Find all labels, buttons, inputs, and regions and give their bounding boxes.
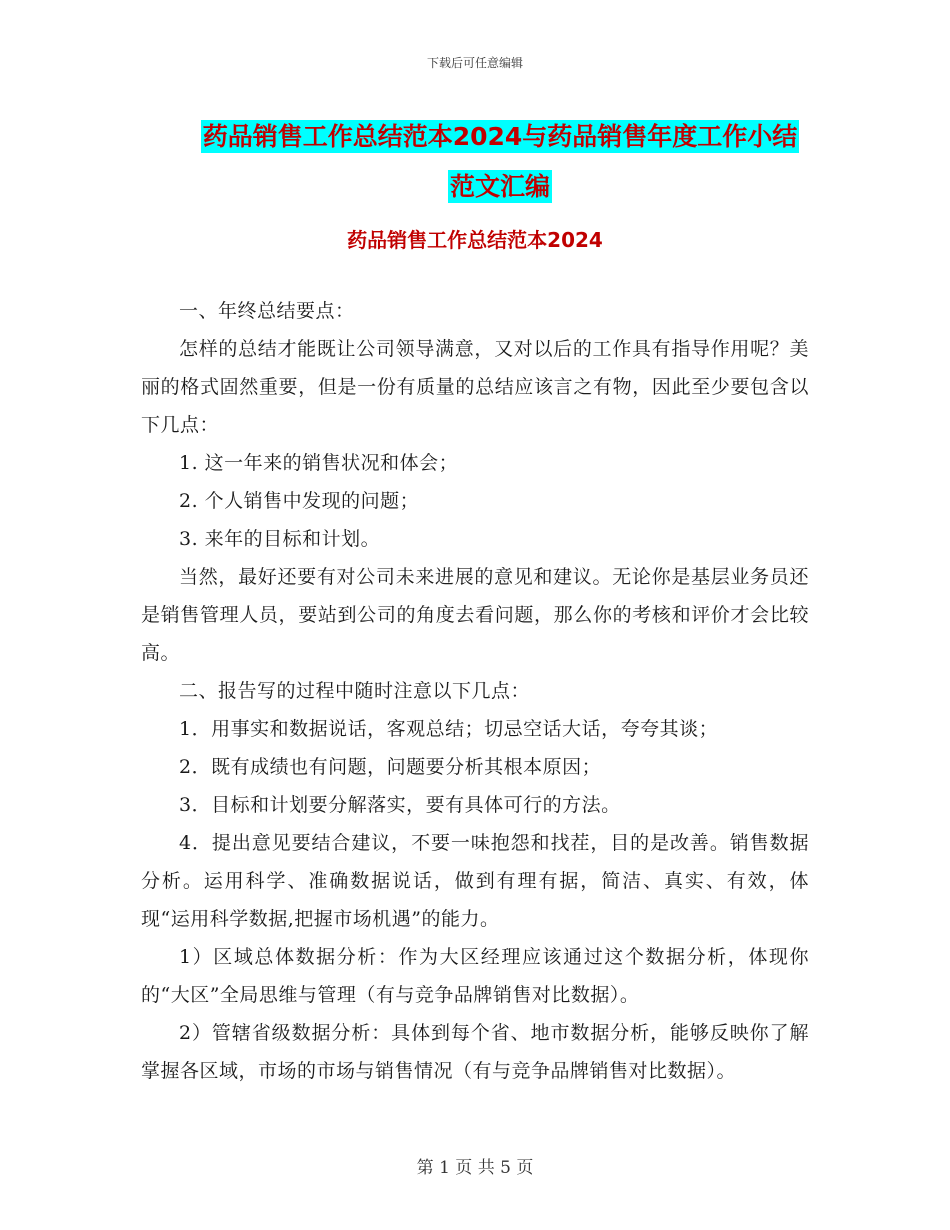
page-header: 下载后可任意编辑 — [426, 56, 523, 70]
page-footer: 第 1 页 共 5 页 — [416, 1158, 534, 1178]
paragraph: 3．目标和计划要分解落实，要有具体可行的方法。 — [179, 794, 621, 816]
paragraph: 怎样的总结才能既让公司领导满意，又对以后的工作具有指导作用呢？美丽的格式固然重要，但是一份有质量的总结应该言之有物，因此至少要包含以下几点： — [141, 338, 809, 436]
paragraph: 当然，最好还要有对公司未来进展的意见和建议。无论你是基层业务员还是销售管理人员，要站到公司的角度去看问题，那么你的考核和评价才会比较高。 — [141, 566, 809, 664]
document-title-line2: 范文汇编 — [449, 172, 550, 201]
paragraph: 1. 这一年来的销售状况和体会； — [179, 452, 459, 474]
paragraph: 2．既有成绩也有问题，问题要分析其根本原因； — [179, 756, 602, 778]
document-body — [141, 292, 809, 1090]
paragraph: 3. 来年的目标和计划。 — [179, 528, 381, 550]
paragraph: 1）区域总体数据分析：作为大区经理应该通过这个数据分析，体现你的“大区”全局思维与管理（有与竞争品牌销售对比数据）。 — [141, 946, 809, 1006]
paragraph: 二、报告写的过程中随时注意以下几点： — [179, 680, 531, 702]
paragraph: 4．提出意见要结合建议，不要一味抱怨和找茬，目的是改善。销售数据分析。运用科学、准确数据说话，做到有理有据，简洁、真实、有效，体现“运用科学数据,把握市场机遇”的能力。 — [141, 832, 809, 930]
paragraph: 一、年终总结要点： — [179, 300, 355, 322]
document-title — [150, 112, 850, 212]
section-title: 药品销售工作总结范本2024 — [347, 228, 603, 252]
paragraph: 1．用事实和数据说话，客观总结；切忌空话大话，夸夸其谈； — [179, 718, 719, 740]
paragraph: 2）管辖省级数据分析：具体到每个省、地市数据分析，能够反映你了解掌握各区域，市场的市场与销售情况（有与竞争品牌销售对比数据）。 — [141, 1022, 809, 1082]
paragraph: 2. 个人销售中发现的问题； — [179, 490, 420, 512]
document-title-line1: 药品销售工作总结范本2024与药品销售年度工作小结 — [202, 122, 798, 151]
